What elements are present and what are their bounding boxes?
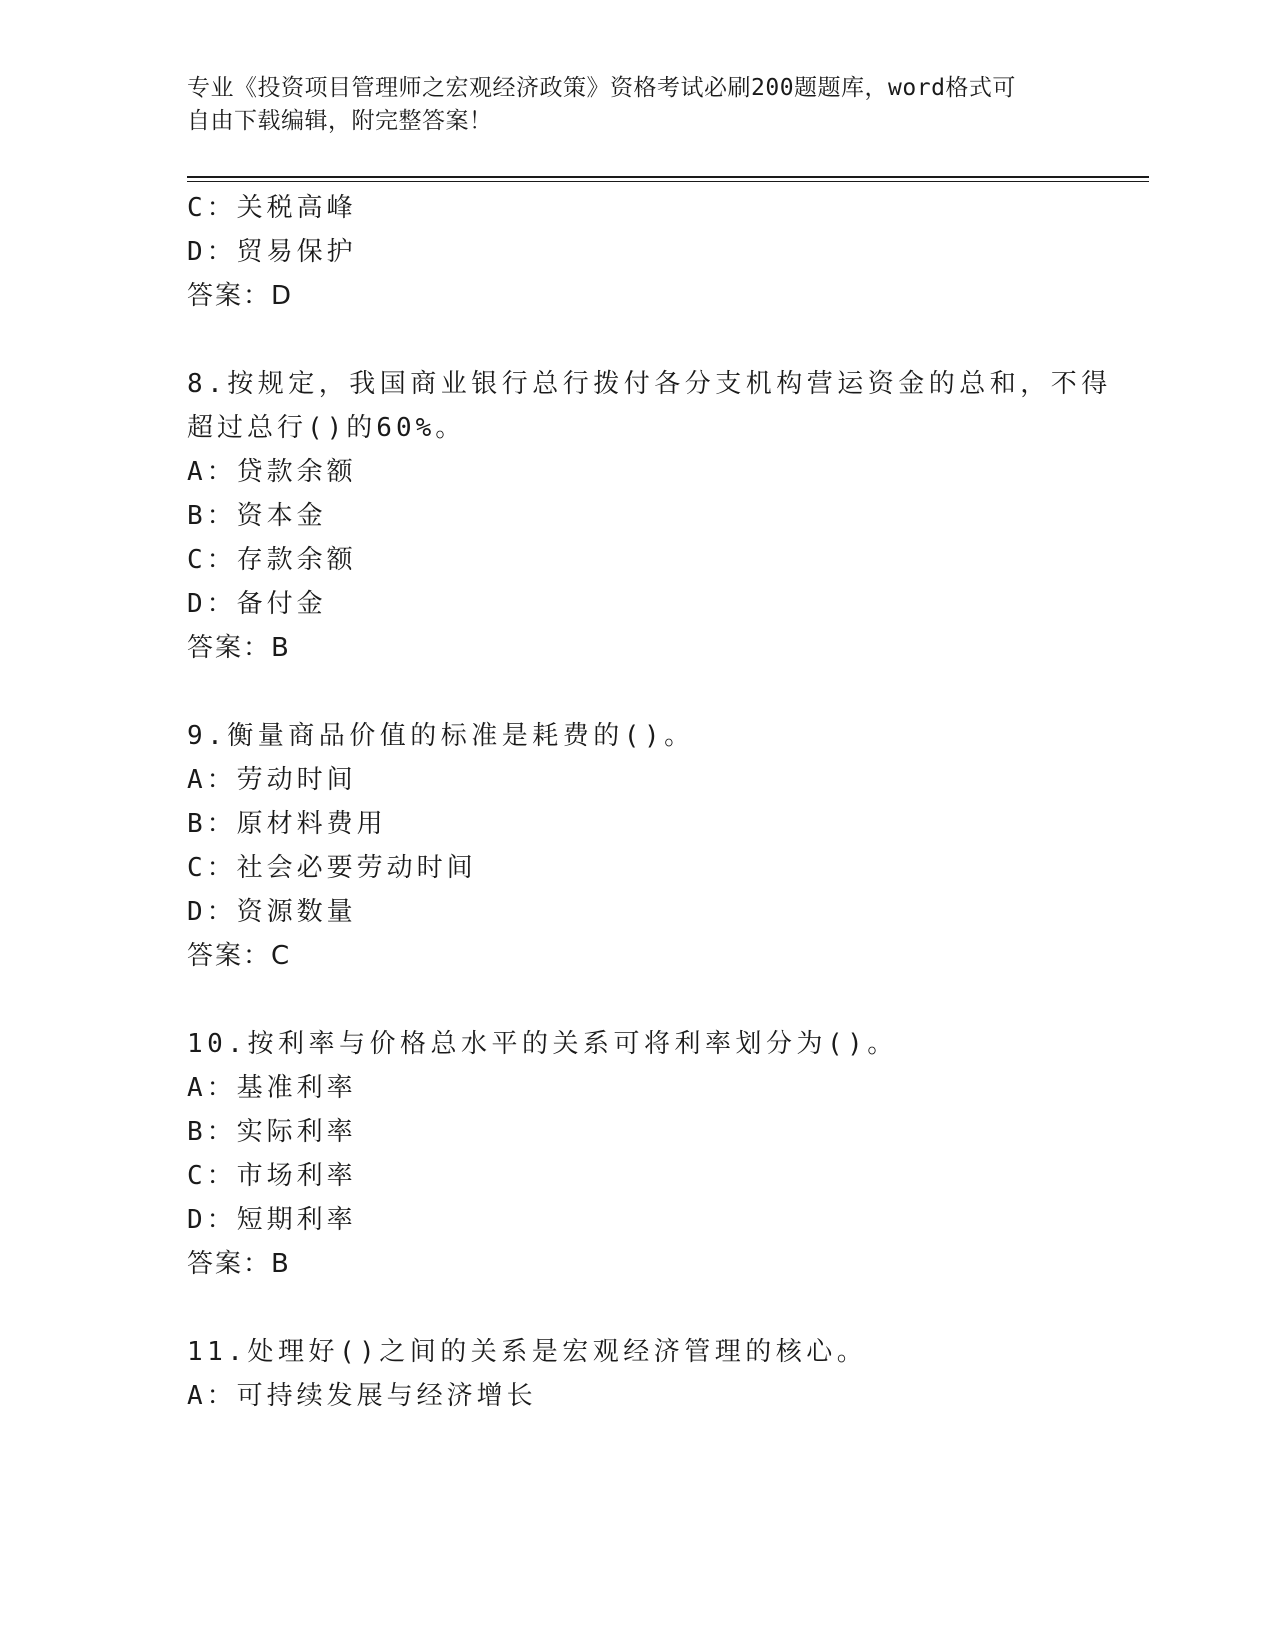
q9-option-d: D：资源数量 (187, 897, 357, 927)
q9-answer: 答案：C (187, 941, 292, 971)
header-divider (187, 176, 1149, 182)
q8-option-a: A：贷款余额 (187, 457, 357, 487)
q10-answer: 答案：B (187, 1249, 291, 1279)
q8-stem-line-2: 超过总行()的60%。 (187, 413, 466, 443)
q10-option-c: C：市场利率 (187, 1161, 357, 1191)
q8-stem-line-1: 8.按规定，我国商业银行总行拨付各分支机构营运资金的总和，不得 (187, 369, 1112, 399)
q10-stem: 10.按利率与价格总水平的关系可将利率划分为()。 (187, 1029, 898, 1059)
q8-option-b: B：资本金 (187, 501, 327, 531)
q11-stem: 11.处理好()之间的关系是宏观经济管理的核心。 (187, 1337, 868, 1367)
q8-option-d: D：备付金 (187, 589, 327, 619)
q9-option-a: A：劳动时间 (187, 765, 357, 795)
q7-answer: 答案：D (187, 281, 294, 311)
q9-option-c: C：社会必要劳动时间 (187, 853, 477, 883)
header-line-1: 专业《投资项目管理师之宏观经济政策》资格考试必刷200题题库，word格式可 (187, 75, 1016, 101)
q9-stem: 9.衡量商品价值的标准是耗费的()。 (187, 721, 695, 751)
document-header (187, 72, 1067, 138)
q10-option-a: A：基准利率 (187, 1073, 357, 1103)
q10-option-b: B：实际利率 (187, 1117, 357, 1147)
q10-option-d: D：短期利率 (187, 1205, 357, 1235)
q11-option-a: A：可持续发展与经济增长 (187, 1381, 537, 1411)
q9-option-b: B：原材料费用 (187, 809, 387, 839)
q7-option-d: D：贸易保护 (187, 237, 357, 267)
q7-option-c: C：关税高峰 (187, 193, 357, 223)
q8-answer: 答案：B (187, 633, 291, 663)
header-line-2: 自由下载编辑，附完整答案！ (187, 108, 493, 134)
q8-option-c: C：存款余额 (187, 545, 357, 575)
